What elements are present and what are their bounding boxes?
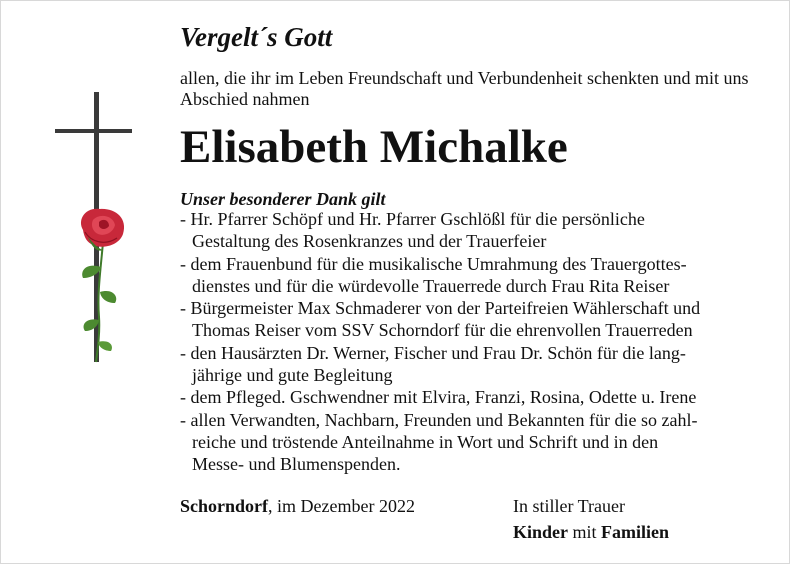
thanks-list [180,208,780,476]
place-date [180,495,415,517]
thanks-item: - dem Frauenbund für die musikalische Umrahmung des Trauergottes- dienstes und für die würdevolle Trauerrede durch Frau Rita Reiser [180,253,687,296]
mourning-line: In stiller Trauer [513,496,625,516]
place-name: Schorndorf [180,496,269,516]
greeting-heading: Vergelt´s Gott [180,22,333,52]
signed-mit: mit [568,522,602,542]
thanks-item: - Bürgermeister Max Schmaderer von der Parteifreien Wählerschaft und Thomas Reiser vom SSV Schorndorf für die ehrenvollen Trauerreden [180,298,701,341]
thanks-item: - allen Verwandten, Nachbarn, Freunden und Bekannten für die so zahl- reiche und tröstende Anteilnahme in Wort und Schrift und in den Messe- und Blumenspenden. [180,409,698,475]
date-text: , im Dezember 2022 [268,496,415,516]
intro-text: allen, die ihr im Leben Freundschaft und Verbundenheit schenkten und mit uns Abschied nahmen [180,68,749,109]
signed-kinder: Kinder [513,522,569,542]
thanks-item: - Hr. Pfarrer Schöpf und Hr. Pfarrer Gschlößl für die persönliche Gestaltung des Rosenkranzes und der Trauerfeier [180,209,645,252]
deceased-name: Elisabeth Michalke [180,121,568,173]
thanks-item: - den Hausärzten Dr. Werner, Fischer und Frau Dr. Schön für die lang- jährige und gute Begleitung [180,342,686,386]
signature-line [513,521,669,543]
cross-with-rose-icon [55,92,145,372]
thanks-item: - dem Pfleged. Gschwendner mit Elvira, Franzi, Rosina, Odette u. Irene [180,387,697,408]
signed-familien: Familien [601,522,670,542]
thanks-heading: Unser besonderer Dank gilt [180,189,386,209]
